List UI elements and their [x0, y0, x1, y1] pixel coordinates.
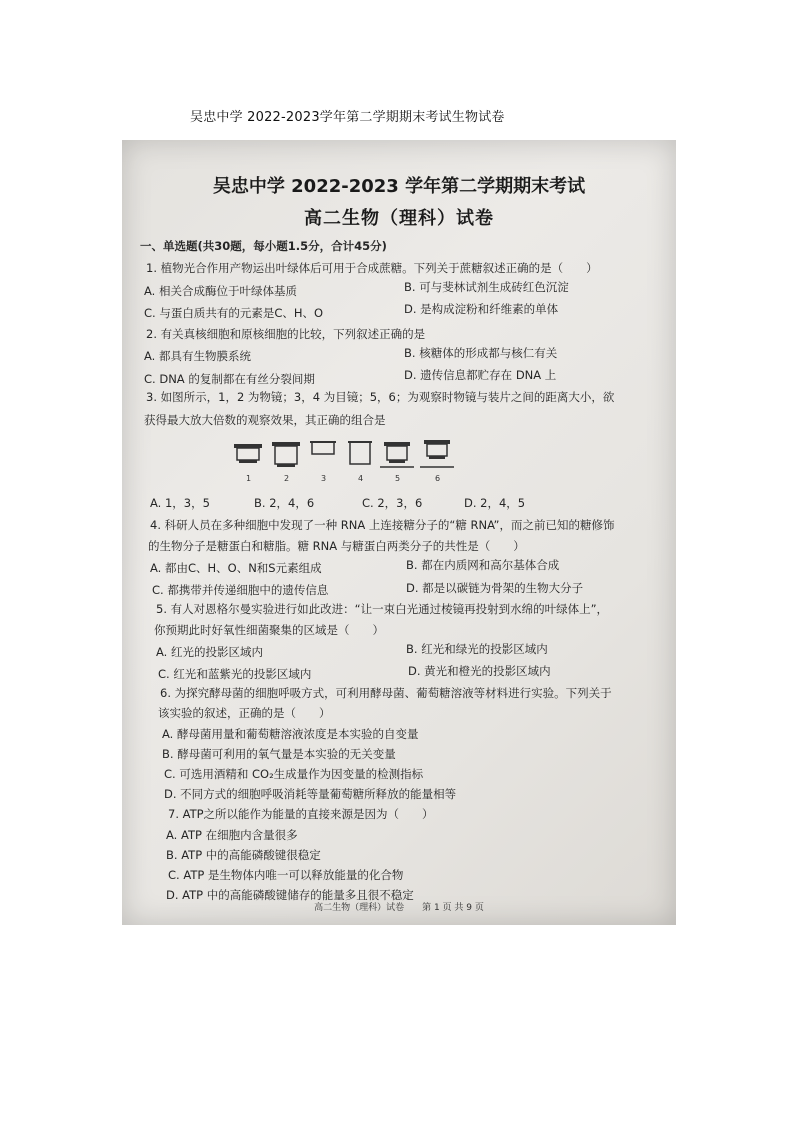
q6-stem-line1: 6. 为探究酵母菌的细胞呼吸方式，可利用酵母菌、葡萄糖溶液等材料进行实验。下列关于 [160, 686, 612, 700]
q4-stem-line1: 4. 科研人员在多种细胞中发现了一种 RNA 上连接糖分子的“糖 RNA”，而之前已知的糖修饰 [150, 518, 615, 532]
q5-option-c: C. 红光和蓝紫光的投影区域内 [158, 667, 312, 681]
q7-option-a: A. ATP 在细胞内含量很多 [166, 828, 298, 842]
q7-option-b: B. ATP 中的高能磷酸键很稳定 [166, 848, 321, 862]
q4-option-b: B. 都在内质网和高尔基体合成 [406, 558, 560, 572]
q5-option-a: A. 红光的投影区域内 [156, 645, 263, 659]
exam-paper-photo [122, 140, 676, 925]
objective-distance-6 [420, 440, 454, 467]
q3-option-c: C. 2，3，6 [362, 496, 423, 510]
document-title: 吴忠中学 2022-2023学年第二学期期末考试生物试卷 [190, 110, 505, 125]
q2-option-b: B. 核糖体的形成都与核仁有关 [404, 346, 558, 360]
q2-stem: 2. 有关真核细胞和原核细胞的比较，下列叙述正确的是 [146, 327, 426, 341]
q3-stem-line2: 获得最大放大倍数的观察效果，其正确的组合是 [144, 413, 386, 427]
lens-label-3: 3 [321, 474, 327, 483]
objective-lens-2 [272, 442, 300, 467]
q6-option-a: A. 酵母菌用量和葡萄糖溶液浓度是本实验的自变量 [162, 727, 419, 741]
q1-option-d: D. 是构成淀粉和纤维素的单体 [404, 302, 559, 316]
q1-stem: 1. 植物光合作用产物运出叶绿体后可用于合成蔗糖。下列关于蔗糖叙述正确的是（ ） [146, 261, 598, 275]
q6-option-c: C. 可选用酒精和 CO₂生成量作为因变量的检测指标 [164, 767, 424, 781]
objective-distance-5 [380, 442, 414, 467]
lens-label-2: 2 [284, 474, 290, 483]
q1-option-a: A. 相关合成酶位于叶绿体基质 [144, 284, 297, 298]
objective-lens-1 [234, 444, 262, 463]
q5-stem-line1: 5. 有人对恩格尔曼实验进行如此改进：“让一束白光通过棱镜再投射到水绵的叶绿体上”， [156, 602, 609, 616]
q1-option-c: C. 与蛋白质共有的元素是C、H、O [144, 306, 324, 320]
lens-label-1: 1 [246, 474, 252, 483]
q7-stem: 7. ATP之所以能作为能量的直接来源是因为（ ） [168, 807, 434, 821]
q4-stem-line2: 的生物分子是糖蛋白和糖脂。糖 RNA 与糖蛋白两类分子的共性是（ ） [148, 539, 525, 553]
q3-stem-line1: 3. 如图所示，1，2 为物镜；3，4 为目镜；5，6；为观察时物镜与装片之间的距离大小，欲 [146, 390, 615, 404]
q2-option-d: D. 遗传信息都贮存在 DNA 上 [404, 368, 557, 382]
lens-label-5: 5 [395, 474, 401, 483]
q7-option-d: D. ATP 中的高能磷酸键储存的能量多且很不稳定 [166, 888, 414, 902]
q5-option-b: B. 红光和绿光的投影区域内 [406, 642, 548, 656]
lens-label-6: 6 [435, 474, 441, 483]
page-footer: 高二生物（理科）试卷 第 1 页 共 9 页 [314, 903, 484, 913]
lens-diagram-svg [232, 438, 462, 488]
lens-diagram [232, 438, 462, 488]
exam-subtitle: 高二生物（理科）试卷 [304, 208, 494, 229]
eyepiece-lens-3 [310, 442, 336, 454]
section-heading: 一、单选题(共30题，每小题1.5分，合计45分) [140, 239, 387, 253]
q4-option-d: D. 都是以碳链为骨架的生物大分子 [406, 581, 584, 595]
q1-option-b: B. 可与斐林试剂生成砖红色沉淀 [404, 280, 569, 294]
q4-option-a: A. 都由C、H、O、N和S元素组成 [150, 561, 322, 575]
q3-option-d: D. 2，4，5 [464, 496, 526, 510]
q7-option-c: C. ATP 是生物体内唯一可以释放能量的化合物 [168, 868, 404, 882]
eyepiece-lens-4 [348, 442, 372, 464]
q5-stem-line2: 你预期此时好氧性细菌聚集的区域是（ ） [154, 623, 384, 637]
q2-option-a: A. 都具有生物膜系统 [144, 349, 251, 363]
q3-option-b: B. 2，4，6 [254, 496, 315, 510]
q6-option-d: D. 不同方式的细胞呼吸消耗等量葡萄糖所释放的能量相等 [164, 787, 457, 801]
q3-option-a: A. 1，3，5 [150, 496, 210, 510]
q5-option-d: D. 黄光和橙光的投影区域内 [408, 664, 551, 678]
exam-title: 吴忠中学 2022-2023 学年第二学期期末考试 [212, 176, 586, 197]
q2-option-c: C. DNA 的复制都在有丝分裂间期 [144, 372, 315, 386]
q4-option-c: C. 都携带并传递细胞中的遗传信息 [152, 583, 329, 597]
q6-option-b: B. 酵母菌可利用的氧气量是本实验的无关变量 [162, 747, 396, 761]
q6-stem-line2: 该实验的叙述，正确的是（ ） [158, 706, 331, 720]
lens-label-4: 4 [358, 474, 364, 483]
